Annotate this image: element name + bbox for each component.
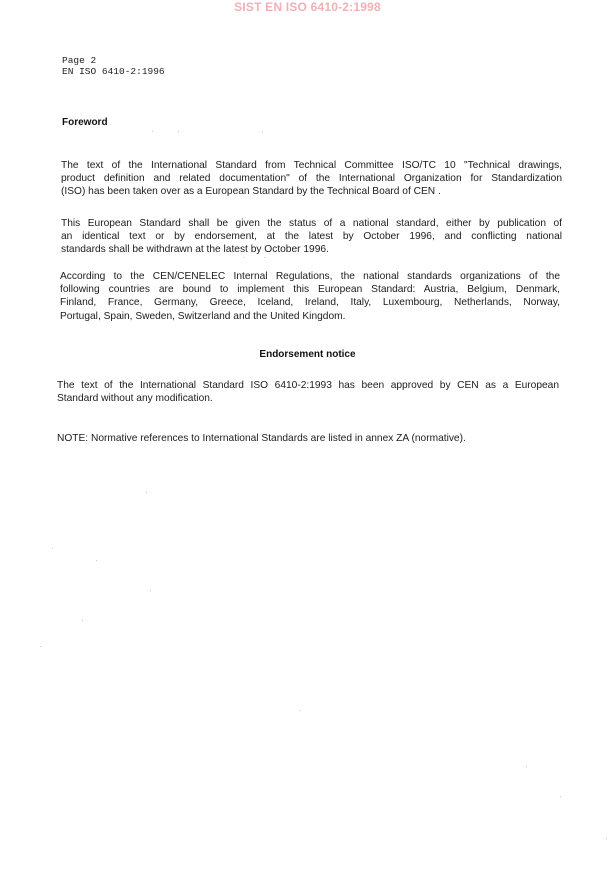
- paragraph-line: following countries are bound to implement this European Standard: Austria, Belgium, Denmark,: [60, 284, 560, 296]
- foreword-paragraph-2: [61, 217, 562, 257]
- note-paragraph: [57, 432, 559, 445]
- foreword-heading: Foreword: [62, 117, 108, 128]
- paragraph-line: an identical text or by endorsement, at the latest by October 1996, and conflicting national: [61, 231, 562, 243]
- foreword-paragraph-1: [61, 159, 562, 199]
- scan-speck: [146, 492, 147, 493]
- page-header: [62, 55, 165, 77]
- paragraph-line: This European Standard shall be given the status of a national standard, either by publication of: [61, 218, 562, 229]
- scan-speck: [264, 257, 265, 258]
- note-text: NOTE: Normative references to International Standards are listed in annex ZA (normative).: [57, 433, 466, 444]
- scan-speck: [300, 710, 301, 711]
- scan-speck: [96, 560, 97, 561]
- paragraph-line: According to the CEN/CENELEC Internal Regulations, the national standards organizations of the: [60, 271, 560, 282]
- scan-speck: [526, 766, 527, 767]
- paragraph-line: The text of the International Standard from Technical Committee ISO/TC 10 "Technical drawings,: [61, 160, 562, 171]
- paragraph-line: Finland, France, Germany, Greece, Iceland, Ireland, Italy, Luxembourg, Netherlands, Norway,: [60, 297, 560, 309]
- document-id: EN ISO 6410-2:1996: [62, 66, 165, 77]
- scan-speck: [262, 131, 263, 132]
- endorsement-heading: Endorsement notice: [259, 349, 356, 360]
- paragraph-line: product definition and related documentation" of the International Organization for Standardization: [61, 173, 562, 185]
- paragraph-line: Portugal, Spain, Sweden, Switzerland and the United Kingdom.: [60, 310, 346, 322]
- paragraph-line: standards shall be withdrawn at the latest by October 1996.: [61, 244, 329, 256]
- scan-speck: [40, 646, 41, 647]
- scan-speck: [82, 620, 83, 621]
- paragraph-line: (ISO) has been taken over as a European Standard by the Technical Board of CEN .: [61, 186, 441, 198]
- scan-speck: [152, 131, 153, 132]
- scan-speck: [52, 548, 53, 549]
- scan-speck: [178, 131, 179, 132]
- scan-speck: [244, 257, 245, 258]
- paragraph-line: The text of the International Standard ISO 6410-2:1993 has been approved by CEN as a European: [57, 380, 559, 391]
- foreword-paragraph-3: [60, 270, 560, 323]
- paragraph-line: Standard without any modification.: [57, 393, 213, 405]
- scan-speck: [150, 590, 151, 591]
- scan-speck: [560, 796, 561, 797]
- endorsement-paragraph: [57, 379, 559, 405]
- scan-speck: [606, 838, 607, 839]
- watermark: SIST EN ISO 6410-2:1998: [234, 0, 381, 14]
- page-number: Page 2: [62, 55, 97, 66]
